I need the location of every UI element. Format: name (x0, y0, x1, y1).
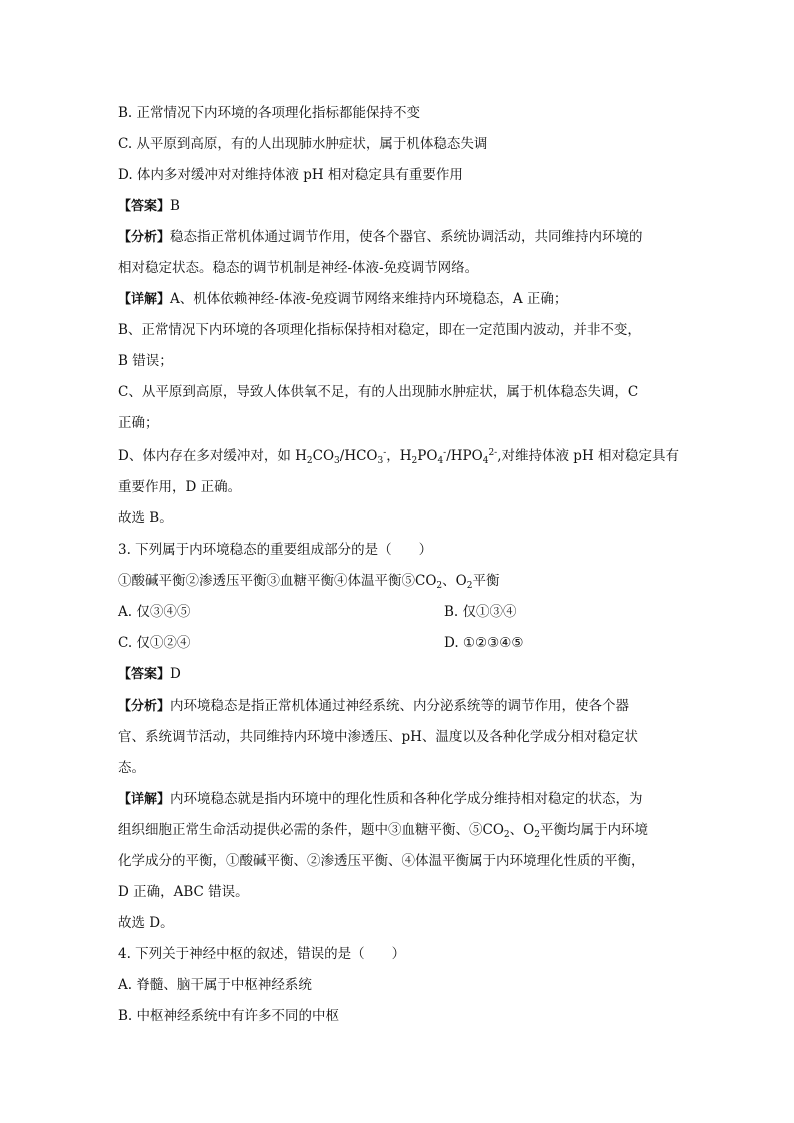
analysis-tag: 【分析】 (118, 230, 171, 245)
items-text: 平衡 (472, 573, 500, 589)
formula-part: /HPO (446, 448, 483, 464)
superscript: - (383, 448, 387, 458)
answer-value: D (170, 666, 181, 682)
q2-detail-c-line-2: 正确； (118, 415, 159, 431)
subscript: 2 (534, 830, 540, 840)
q3-analysis-line-2: 官、系统调节活动，共同维持内环境中渗透压、pH、温度以及各种化学成分相对稳定状 (118, 729, 638, 745)
formula-part: PO (417, 448, 438, 464)
detail-tag: 【详解】 (118, 292, 171, 307)
subscript: 2 (411, 456, 418, 466)
q2-option-d: D. 体内多对缓冲对对维持体液 pH 相对稳定具有重要作用 (118, 167, 463, 183)
q2-conclusion: 故选 B。 (118, 510, 173, 526)
superscript: 2- (488, 448, 498, 458)
detail-text: 平衡均属于内环境 (539, 822, 648, 838)
subscript: 4 (482, 456, 489, 466)
subscript: 2 (503, 830, 510, 840)
detail-text: A、机体依赖神经-体液-免疫调节网络来维持内环境稳态，A 正确； (170, 291, 568, 307)
analysis-text: 稳态指正常机体通过调节作用，使各个器官、系统协调活动，共同维持内环境的 (170, 229, 643, 245)
q3-option-d: D. ①②③④⑤ (444, 635, 524, 651)
detail-tag: 【详解】 (118, 792, 171, 807)
items-text: 、O (442, 573, 467, 589)
q2-detail-b-line-2: B 错误； (118, 353, 173, 369)
q2-detail-b-line-1: B、正常情况下内环境的各项理化指标保持相对稳定，即在一定范围内波动，并非不变， (118, 322, 641, 338)
items-text: ①酸碱平衡②渗透压平衡③血糖平衡④体温平衡⑤CO (118, 573, 437, 589)
q2-answer (118, 196, 180, 217)
q3-conclusion: 故选 D。 (118, 915, 174, 931)
subscript: 3 (334, 456, 340, 466)
superscript: - (443, 448, 447, 458)
q3-detail-line-1 (118, 789, 643, 810)
subscript: 2 (436, 581, 443, 591)
detail-text: 组织细胞正常生命活动提供必需的条件，题中③血糖平衡、⑤CO (118, 822, 504, 838)
q2-analysis-line-2: 相对稳定状态。稳态的调节机制是神经-体液-免疫调节网络。 (118, 260, 479, 276)
q3-option-c: C. 仅①②④ (118, 635, 191, 651)
q3-stem: 3. 下列属于内环境稳态的重要组成部分的是（ ） (118, 542, 433, 558)
analysis-tag: 【分析】 (118, 699, 171, 714)
q3-analysis-line-1 (118, 696, 629, 717)
q3-option-a: A. 仅③④⑤ (118, 604, 191, 620)
detail-text: 内环境稳态就是指内环境中的理化性质和各种化学成分维持相对稳定的状态，为 (170, 791, 643, 807)
q4-option-a: A. 脊髓、脑干属于中枢神经系统 (118, 977, 312, 993)
q2-detail-d-line-1 (118, 446, 679, 466)
answer-tag: 【答案】 (118, 199, 171, 214)
q4-stem: 4. 下列关于神经中枢的叙述，错误的是（ ） (118, 946, 406, 962)
q3-option-b: B. 仅①③④ (444, 604, 517, 620)
formula-part: ，H (386, 448, 412, 464)
answer-value: B (170, 198, 180, 214)
q3-detail-line-2 (118, 820, 648, 840)
q2-detail-d-line-2: 重要作用，D 正确。 (118, 479, 242, 495)
formula-part: CO (312, 448, 335, 464)
q2-option-c: C. 从平原到高原，有的人出现肺水肿症状，属于机体稳态失调 (118, 136, 488, 152)
subscript: 2 (466, 581, 473, 591)
q3-detail-line-4: D 正确，ABC 错误。 (118, 884, 249, 900)
q3-answer (118, 664, 181, 685)
q2-detail-c-line-1: C、从平原到高原，导致人体供氧不足，有的人出现肺水肿症状，属于机体稳态失调，C (118, 384, 639, 400)
detail-text: 、O (509, 822, 535, 838)
q4-option-b: B. 中枢神经系统中有许多不同的中枢 (118, 1008, 340, 1024)
formula-part: /HCO (339, 448, 378, 464)
q2-detail-a (118, 289, 567, 310)
detail-d-prefix: D、体内存在多对缓冲对，如 H (118, 448, 307, 464)
answer-tag: 【答案】 (118, 667, 171, 682)
subscript: 4 (437, 456, 444, 466)
q3-detail-line-3: 化学成分的平衡，①酸碱平衡、②渗透压平衡、④体温平衡属于内环境理化性质的平衡， (118, 853, 645, 869)
detail-d-suffix: ,对维持体液 pH 相对稳定具有 (497, 448, 680, 464)
subscript: 2 (306, 456, 313, 466)
analysis-text: 内环境稳态是指正常机体通过神经系统、内分泌系统等的调节作用，使各个器 (170, 698, 630, 714)
q3-analysis-line-3: 态。 (118, 760, 145, 776)
q3-items (118, 571, 499, 591)
q2-analysis-line-1 (118, 227, 643, 248)
q2-option-b: B. 正常情况下内环境的各项理化指标都能保持不变 (118, 105, 421, 121)
subscript: 3 (377, 456, 384, 466)
